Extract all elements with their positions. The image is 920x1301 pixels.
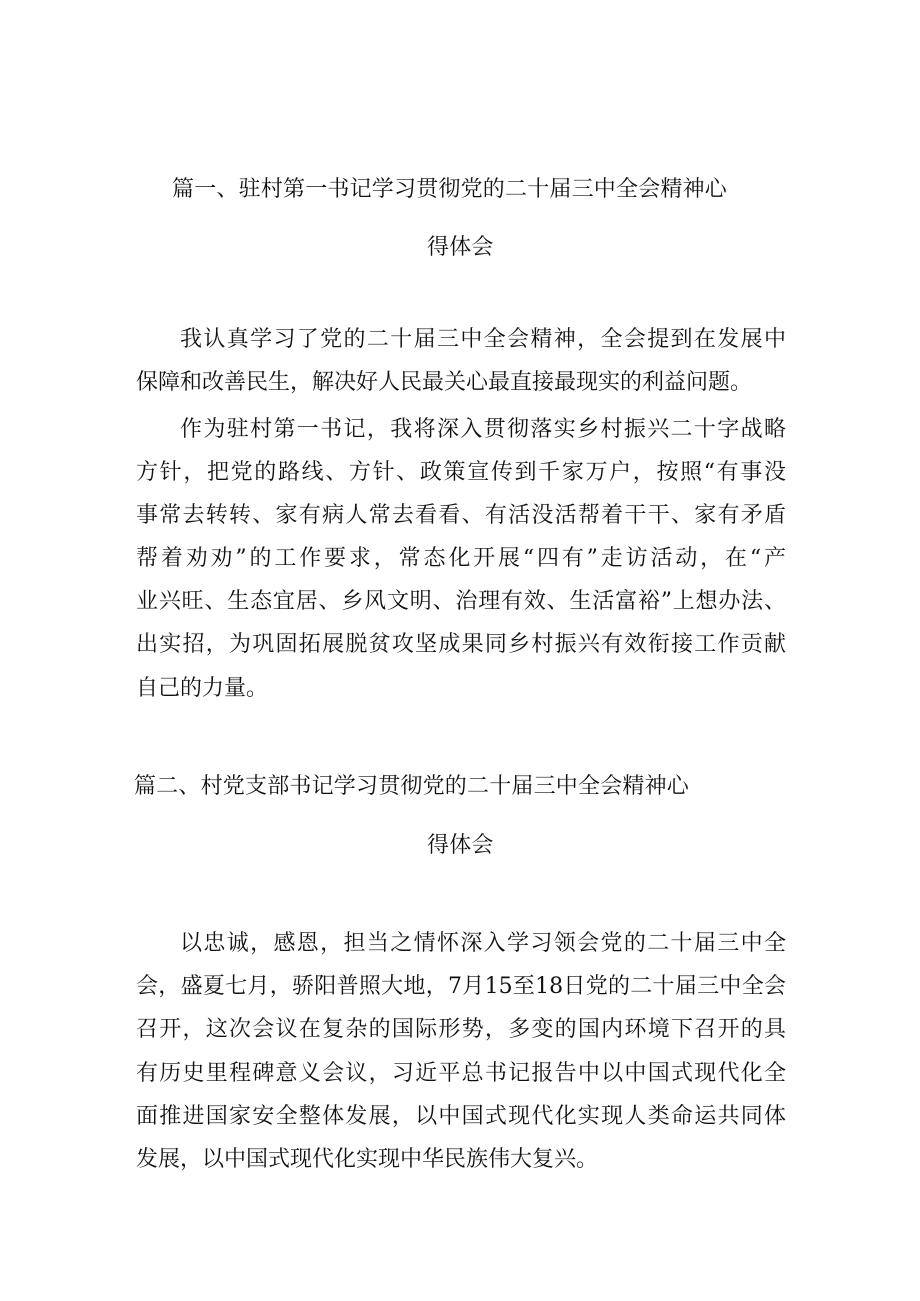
section2-title-line1: 篇二、村党支部书记学习贯彻党的二十届三中全会精神心	[134, 774, 690, 799]
section1-para1-line: 保障和改善民生，解决好人民最关心最直接最现实的利益问题。	[136, 370, 753, 395]
section1-para2-line: 事常去转转、家有病人常去看看、有活没活帮着干干、家有矛盾	[136, 503, 786, 528]
section1-title-line2: 得体会	[427, 235, 494, 260]
section1-title-line1: 篇一、驻村第一书记学习贯彻党的二十届三中全会精神心	[172, 177, 728, 202]
section1-para2-line: 业兴旺、生态宜居、乡风文明、治理有效、生活富裕”上想办法、	[136, 589, 786, 614]
section1-para2-line: 帮着劝劝”的工作要求，常态化开展“四有”走访活动，在“产	[136, 546, 786, 571]
section2-title-line2: 得体会	[427, 833, 494, 858]
section1-para2-line: 作为驻村第一书记，我将深入贯彻落实乡村振兴二十字战略	[180, 417, 786, 442]
section1-para2-line: 自己的力量。	[136, 676, 269, 701]
section2-para1-line: 发展，以中国式现代化实现中华民族伟大复兴。	[136, 1147, 599, 1172]
section1-para2-line: 出实招，为巩固拓展脱贫攻坚成果同乡村振兴有效衔接工作贡献	[136, 632, 786, 657]
section2-para1-line: 面推进国家安全整体发展，以中国式现代化实现人类命运共同体	[136, 1104, 786, 1129]
section2-para1-line: 召开，这次会议在复杂的国际形势，多变的国内环境下召开的具	[136, 1017, 786, 1042]
section1-para1-line: 我认真学习了党的二十届三中全会精神，全会提到在发展中	[180, 327, 786, 352]
section2-para1-line: 会，盛夏七月，骄阳普照大地，7月15至18日党的二十届三中全会	[136, 974, 786, 999]
section1-para2-line: 方针，把党的路线、方针、政策宣传到千家万户，按照“有事没	[136, 460, 786, 485]
section2-para1-line: 以忠诚，感恩，担当之情怀深入学习领会党的二十届三中全	[180, 931, 786, 956]
section2-para1-line: 有历史里程碑意义会议，习近平总书记报告中以中国式现代化全	[136, 1061, 786, 1086]
